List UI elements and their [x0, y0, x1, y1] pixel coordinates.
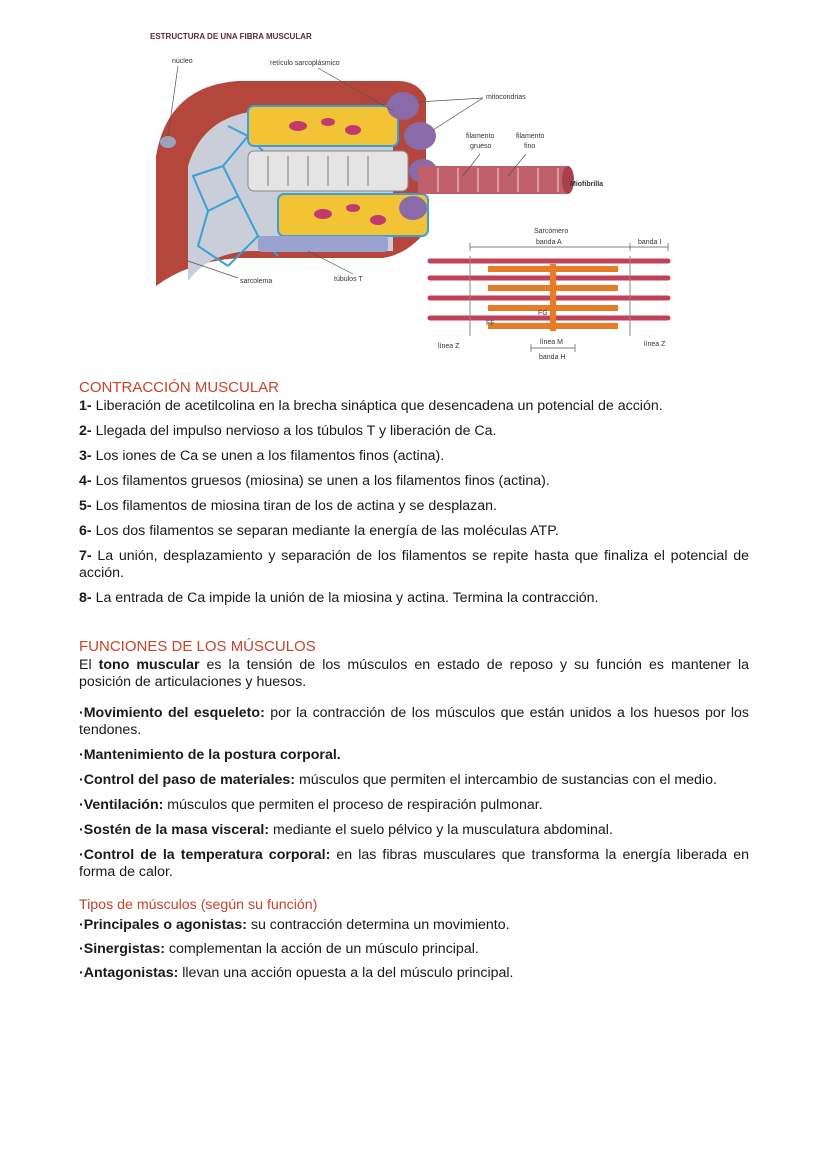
figure-title: ESTRUCTURA DE UNA FIBRA MUSCULAR: [150, 32, 312, 41]
label-tubulos-t: túbulos T: [334, 276, 363, 283]
label-banda-i: banda I: [638, 239, 662, 246]
heading-contraccion: CONTRACCIÓN MUSCULAR: [79, 379, 280, 396]
tipo-item: ·Sinergistas: complementan la acción de un músculo principal.: [79, 941, 479, 957]
label-miofibrilla: Miofibrilla: [570, 181, 604, 188]
label-mitocondrias: mitocondrias: [486, 94, 526, 101]
label-filamento-grueso-1: filamento: [466, 133, 495, 140]
funcion-item: ·Ventilación: músculos que permiten el proceso de respiración pulmonar.: [79, 797, 543, 813]
miofibrilla-extension: [418, 166, 574, 194]
funcion-item: ·Sostén de la masa visceral: mediante el suelo pélvico y la musculatura abdominal.: [79, 822, 613, 838]
label-sarcomero: Sarcómero: [534, 228, 569, 235]
label-linea-z-left: línea Z: [438, 343, 460, 350]
funcion-item: ·Movimiento del esqueleto: por la contracción de los músculos que están unidos a los huesos por los tendones.: [79, 705, 749, 738]
contraccion-item: 6- Los dos filamentos se separan mediante la energía de las moléculas ATP.: [79, 523, 559, 539]
label-ff: FF: [486, 320, 495, 327]
label-linea-m: línea M: [540, 339, 563, 346]
contraccion-item: 1- Liberación de acetilcolina en la brecha sináptica que desencadena un potencial de acción.: [79, 398, 663, 414]
contraccion-item: 5- Los filamentos de miosina tiran de los de actina y se desplazan.: [79, 498, 497, 514]
heading-funciones: FUNCIONES DE LOS MÚSCULOS: [79, 638, 316, 655]
label-banda-h: banda H: [539, 354, 566, 361]
funcion-item: ·Control de la temperatura corporal: en las fibras musculares que transforma la energía liberada en forma de calor.: [79, 847, 749, 880]
label-fg: FG: [538, 310, 548, 317]
tono-muscular-paragraph: El tono muscular es la tensión de los músculos en estado de reposo y su función es mantener la posición de articulaciones y huesos.: [79, 657, 749, 690]
heading-tipos: Tipos de músculos (según su función): [79, 897, 318, 913]
contraccion-item: 8- La entrada de Ca impide la unión de la miosina y actina. Termina la contracción.: [79, 590, 599, 606]
tipo-item: ·Antagonistas: llevan una acción opuesta a la del músculo principal.: [79, 965, 514, 981]
funcion-item: ·Control del paso de materiales: músculos que permiten el intercambio de sustancias con el medio.: [79, 772, 717, 788]
muscle-fiber-figure: [148, 26, 680, 366]
label-nucleo: núcleo: [172, 58, 193, 65]
label-filamento-grueso-2: grueso: [470, 143, 492, 150]
funcion-item: ·Mantenimiento de la postura corporal.: [79, 747, 341, 763]
label-filamento-fino-2: fino: [524, 143, 536, 150]
muscle-fiber-illustration: [148, 26, 680, 366]
document-body: [79, 379, 749, 989]
contraccion-item: 2- Llegada del impulso nervioso a los túbulos T y liberación de Ca.: [79, 423, 497, 439]
tipo-item: ·Principales o agonistas: su contracción determina un movimiento.: [79, 917, 510, 933]
nucleus: [160, 136, 176, 148]
contraccion-item: 7- La unión, desplazamiento y separación de los filamentos se repite hasta que finaliza el potencial de acción.: [79, 548, 749, 581]
label-sarcolema: sarcolema: [240, 278, 273, 285]
contraccion-item: 3- Los iones de Ca se unen a los filamentos finos (actina).: [79, 448, 445, 464]
label-filamento-fino-1: filamento: [516, 133, 545, 140]
label-reticulo: retículo sarcoplásmico: [270, 60, 340, 67]
label-linea-z-right: línea Z: [644, 341, 666, 348]
contraccion-item: 4- Los filamentos gruesos (miosina) se unen a los filamentos finos (actina).: [79, 473, 550, 489]
label-banda-a: banda A: [536, 239, 562, 246]
